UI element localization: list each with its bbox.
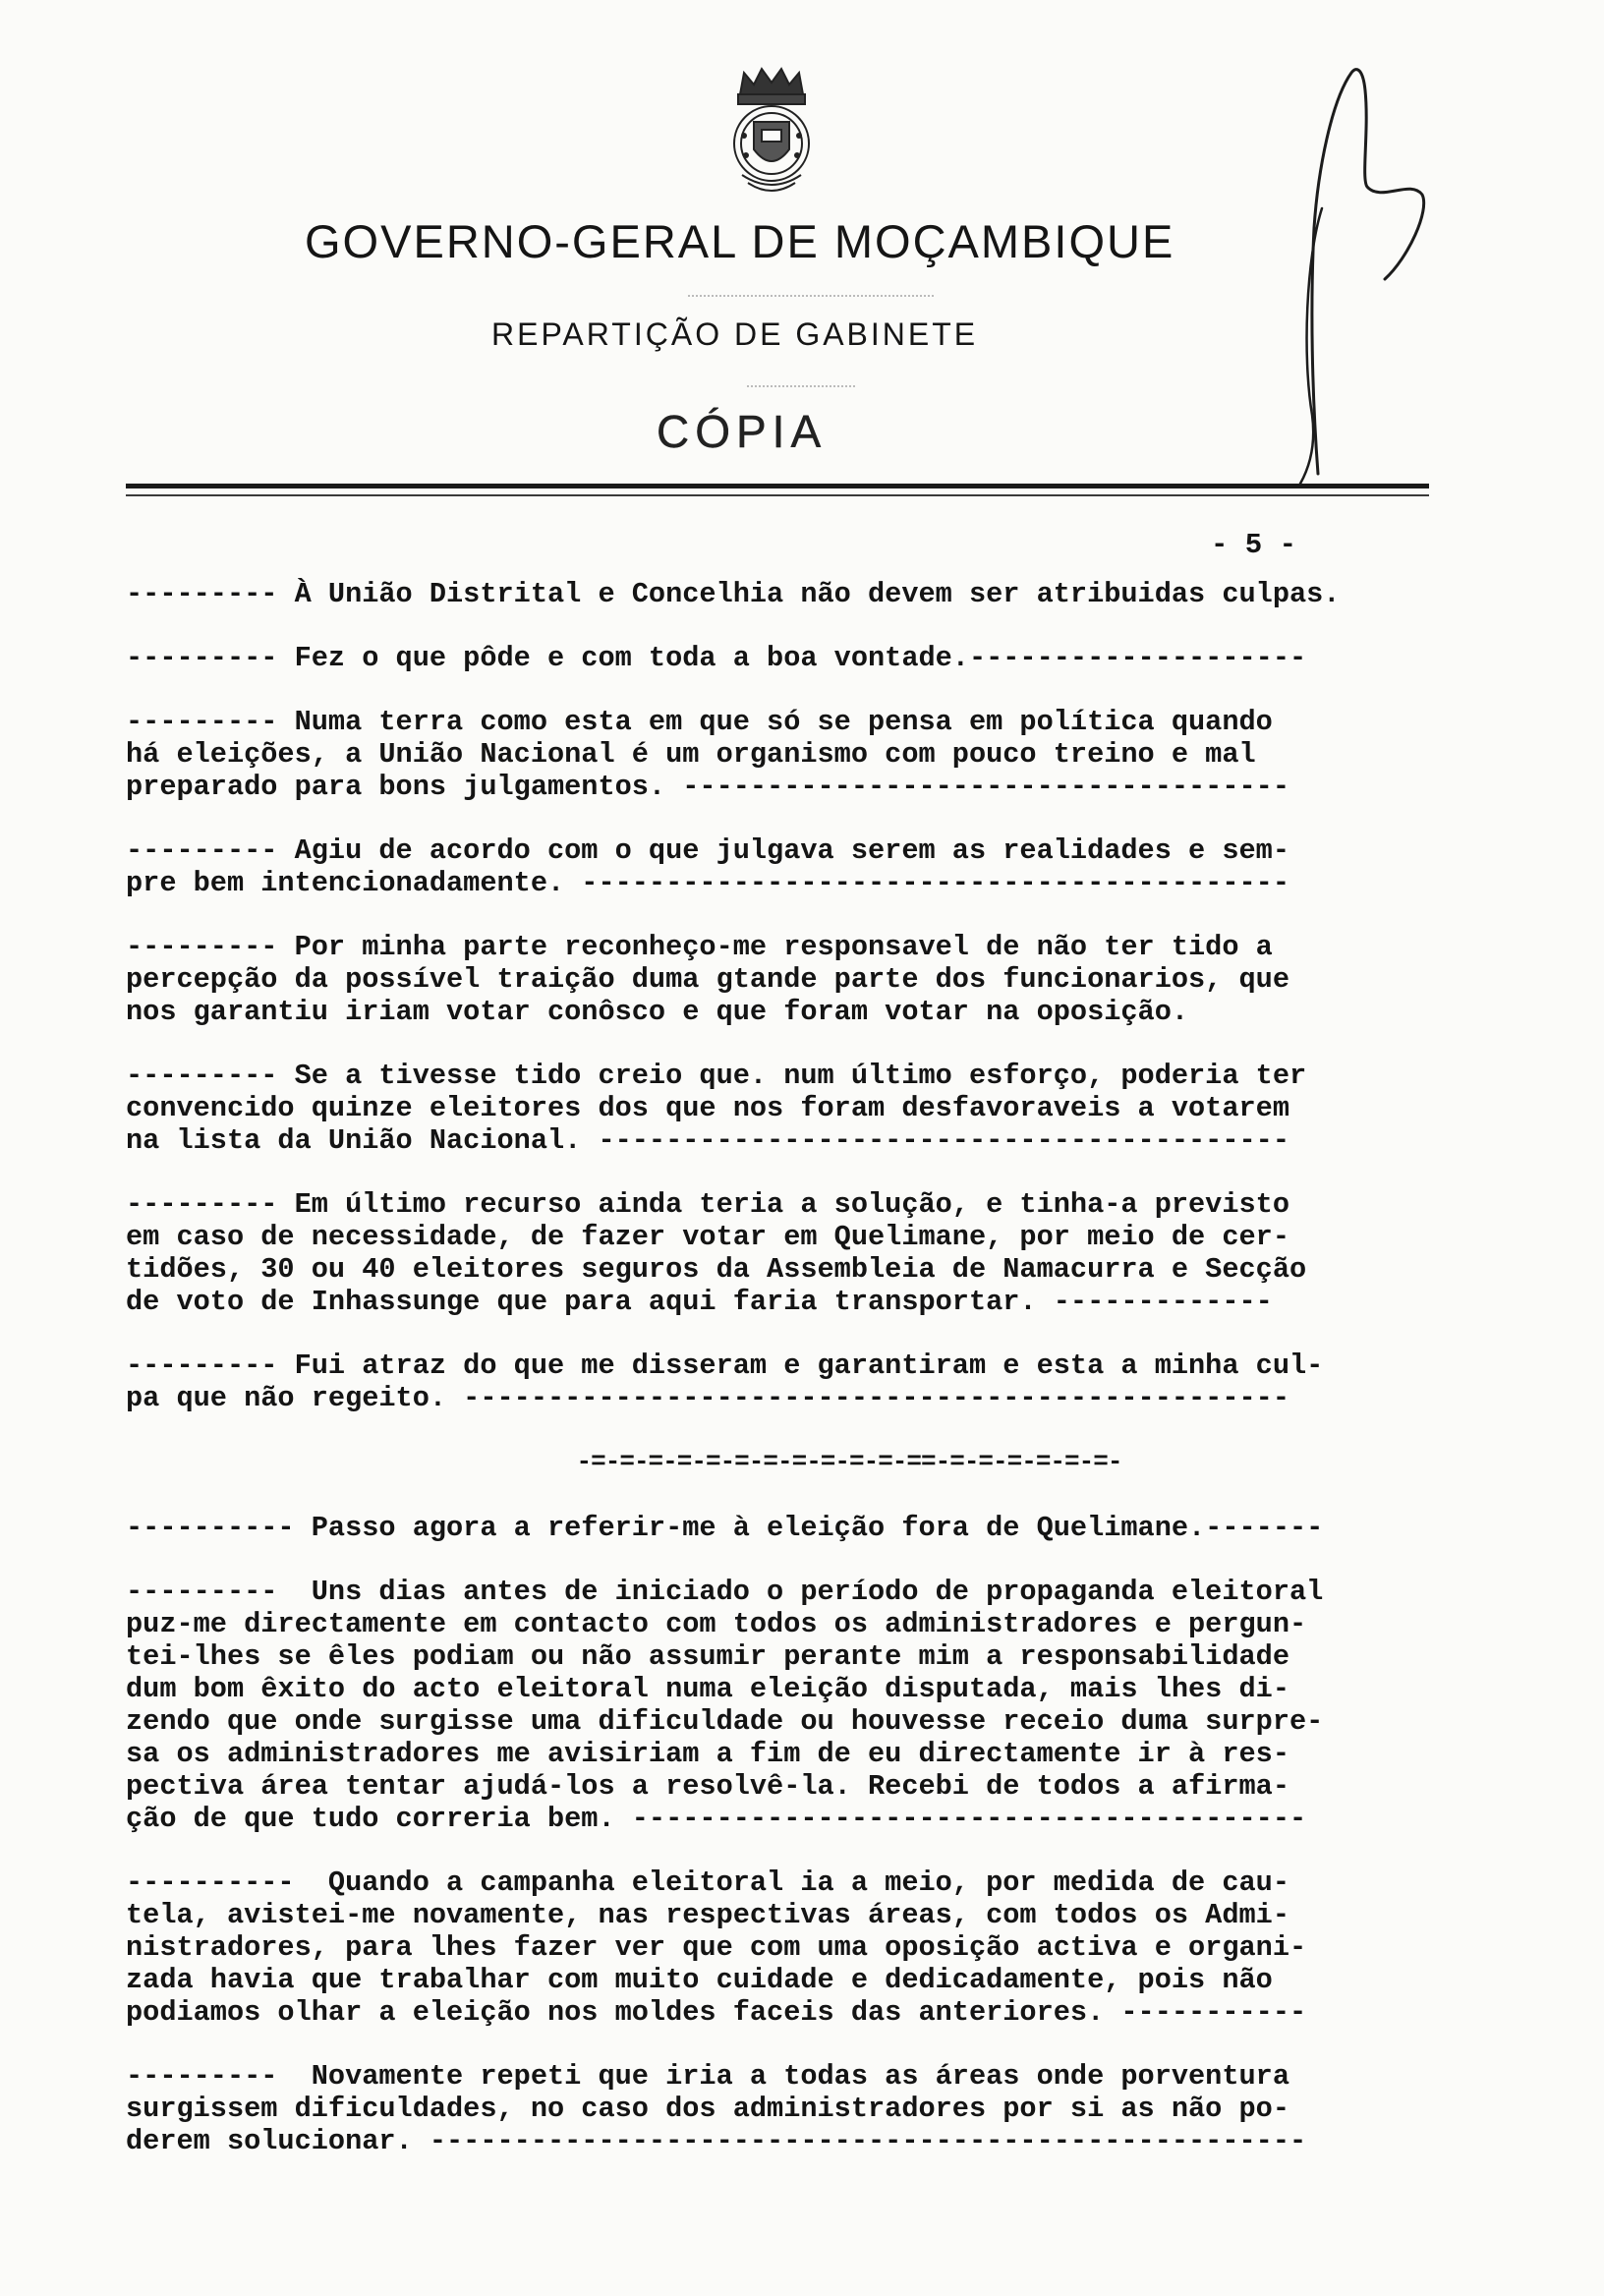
paragraph-line: de voto de Inhassunge que para aqui faria transportar. ------------- [126, 1286, 1273, 1318]
paragraph-line: ção de que tudo correria bem. ---------------------------------------- [126, 1803, 1307, 1835]
paragraph-line: zada havia que trabalhar com muito cuidade e dedicadamente, pois não [126, 1964, 1273, 1996]
paragraph-line: pa que não regeito. ------------------------------------------------- [126, 1382, 1289, 1414]
header-rule-thick [126, 484, 1429, 488]
paragraph-line: percepção da possível traição duma gtande parte dos funcionarios, que [126, 963, 1289, 996]
document-type-title: CÓPIA [657, 406, 828, 457]
paragraph [126, 931, 1533, 1028]
paragraph [126, 1866, 1533, 2029]
paragraph-line: dum bom êxito do acto eleitoral numa eleição disputada, mais lhes di- [126, 1673, 1289, 1705]
paragraph [126, 1576, 1533, 1835]
paragraph [126, 706, 1533, 803]
paragraph-line: convencido quinze eleitores dos que nos foram desfavoraveis a votarem [126, 1092, 1289, 1124]
paragraph-line: nistradores, para lhes fazer ver que com uma oposição activa e organi- [126, 1931, 1307, 1964]
paragraph-line: pectiva área tentar ajudá-los a resolvê-la. Recebi de todos a afirma- [126, 1770, 1289, 1803]
paragraph-line: surgissem dificuldades, no caso dos administradores por si as não po- [126, 2093, 1289, 2125]
paragraph-line: --------- Por minha parte reconheço-me responsavel de não ter tido a [126, 931, 1273, 963]
paragraph-line: --------- Em último recurso ainda teria a solução, e tinha-a previsto [126, 1188, 1289, 1221]
paragraph [126, 1512, 1533, 1544]
paragraph [126, 578, 1533, 610]
coat-of-arms-emblem [722, 67, 821, 197]
paragraph-line: puz-me directamente em contacto com todos os administradores e pergun- [126, 1608, 1307, 1640]
paragraph-line: --------- Se a tivesse tido creio que. num último esforço, poderia ter [126, 1060, 1307, 1092]
paragraph-line: na lista da União Nacional. ----------------------------------------- [126, 1124, 1289, 1157]
paragraph-line: zendo que onde surgisse uma dificuldade ou houvesse receio duma surpre- [126, 1705, 1324, 1738]
paragraph-line: --------- À União Distrital e Concelhia não devem ser atribuidas culpas. [126, 578, 1341, 610]
paragraph-line: há eleições, a União Nacional é um organismo com pouco treino e mal [126, 738, 1256, 771]
letterhead-government: GOVERNO-GERAL DE MOÇAMBIQUE [305, 215, 1175, 267]
paragraph-line: pre bem intencionadamente. ------------------------------------------ [126, 867, 1289, 899]
paragraph-line: --------- Agiu de acordo com o que julgava serem as realidades e sem- [126, 834, 1289, 867]
paragraph-line: preparado para bons julgamentos. ------------------------------------ [126, 771, 1289, 803]
paragraph [126, 1349, 1533, 1414]
paragraph-line: ---------- Quando a campanha eleitoral ia a meio, por medida de cau- [126, 1866, 1289, 1899]
paragraph-line: --------- Fez o que pôde e com toda a boa vontade.-------------------- [126, 642, 1307, 674]
letterhead-dotted-rule [688, 295, 934, 297]
paragraph-line: ---------- Passo agora a referir-me à eleição fora de Quelimane.------- [126, 1512, 1324, 1544]
paragraph-line: --------- Numa terra como esta em que só se pensa em política quando [126, 706, 1273, 738]
paragraph-line: sa os administradores me avisiriam a fim de eu directamente ir à res- [126, 1738, 1289, 1770]
paragraph [126, 642, 1533, 674]
paragraph-line: --------- Fui atraz do que me disseram e garantiram e esta a minha cul- [126, 1349, 1324, 1382]
paragraph-line: --------- Uns dias antes de iniciado o período de propaganda eleitoral [126, 1576, 1324, 1608]
section-divider: -=-=-=-=-=-=-=-=-=-=-=-==-=-=-=-=-=-=- [576, 1447, 1122, 1476]
paragraph-line: em caso de necessidade, de fazer votar em Quelimane, por meio de cer- [126, 1221, 1289, 1253]
paragraph-line: nos garantiu iriam votar conôsco e que foram votar na oposição. [126, 996, 1189, 1028]
paragraph-line: podiamos olhar a eleição nos moldes faceis das anteriores. ----------- [126, 1996, 1307, 2029]
paragraph [126, 2060, 1533, 2157]
paragraph [126, 1060, 1533, 1157]
paragraph-line: derem solucionar. ---------------------------------------------------- [126, 2125, 1307, 2157]
paragraph-line: --------- Novamente repeti que iria a todas as áreas onde porventura [126, 2060, 1289, 2093]
paragraph [126, 1188, 1533, 1318]
handwritten-signature [1292, 61, 1450, 493]
letter-body [126, 578, 1533, 2189]
paragraph-line: tei-lhes se êles podiam ou não assumir perante mim a responsabilidade [126, 1640, 1289, 1673]
paragraphs-before-divider [126, 578, 1533, 1414]
paragraph-line: tidões, 30 ou 40 eleitores seguros da Assembleia de Namacurra e Secção [126, 1253, 1307, 1286]
paragraph-line: tela, avistei-me novamente, nas respectivas áreas, com todos os Admi- [126, 1899, 1289, 1931]
paragraph [126, 834, 1533, 899]
header-rule-thin [126, 494, 1429, 496]
paragraphs-after-divider [126, 1512, 1533, 2157]
letterhead-department: REPARTIÇÃO DE GABINETE [491, 316, 979, 352]
letterhead-dotted-rule-short [747, 385, 855, 387]
page-number: - 5 - [1211, 529, 1297, 561]
